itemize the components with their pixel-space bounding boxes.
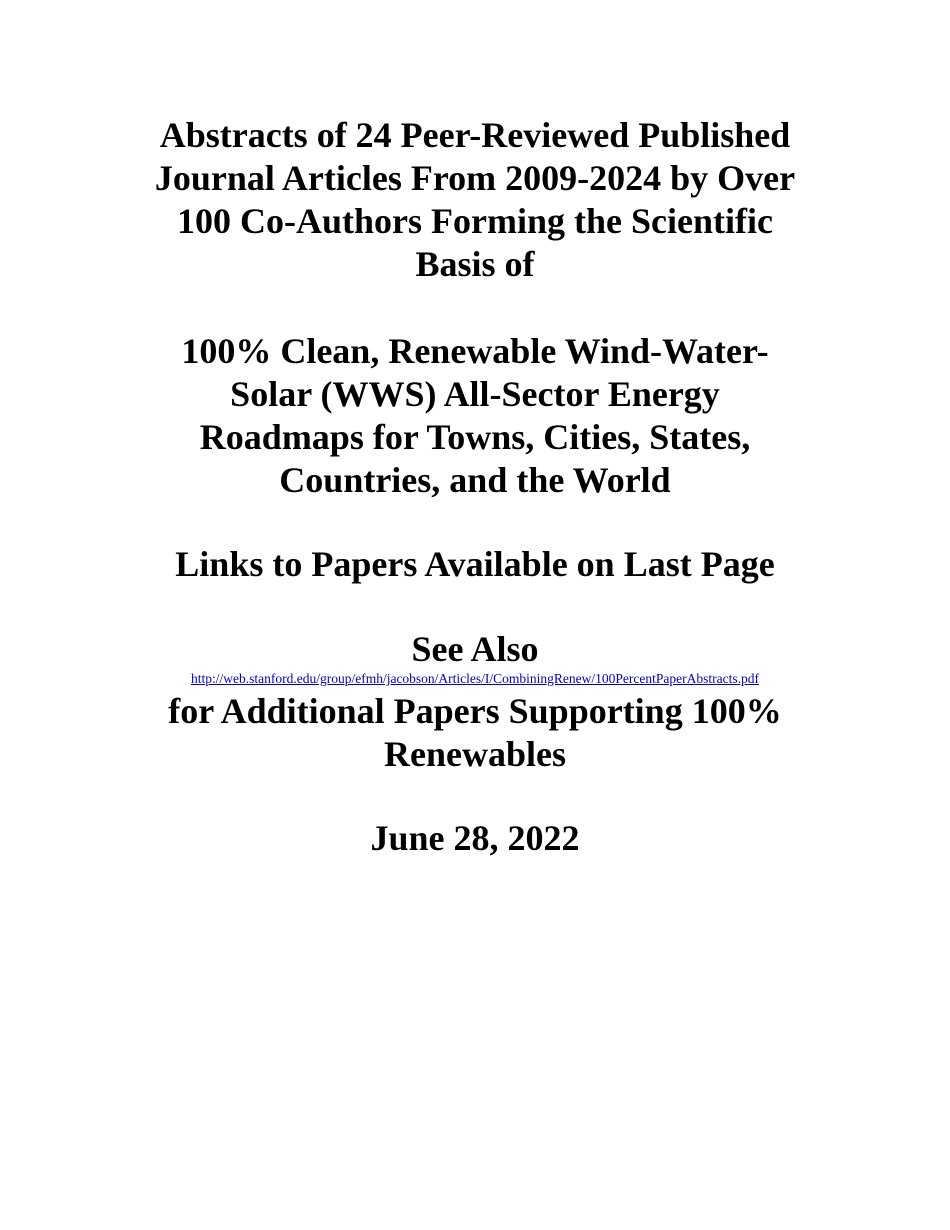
links-note <box>0 543 950 586</box>
additional-papers-note <box>0 690 950 776</box>
links-note-text: Links to Papers Available on Last Page <box>175 544 775 584</box>
date-text: June 28, 2022 <box>370 818 580 858</box>
document-title <box>0 114 950 286</box>
subtitle-line: Countries, and the World <box>279 460 671 500</box>
title-line: 100 Co-Authors Forming the Scientific <box>177 201 773 241</box>
subtitle-line: Roadmaps for Towns, Cities, States, <box>199 417 751 457</box>
see-also-link[interactable]: http://web.stanford.edu/group/efmh/jacobson/Articles/I/CombiningRenew/100PercentPaperAbstracts.pdf <box>190 671 759 686</box>
title-line: Abstracts of 24 Peer-Reviewed Published <box>159 115 791 155</box>
additional-line: Renewables <box>384 734 566 774</box>
title-line: Journal Articles From 2009-2024 by Over <box>154 158 796 198</box>
title-line: Basis of <box>415 244 535 284</box>
subtitle-line: Solar (WWS) All-Sector Energy <box>230 374 720 414</box>
document-subtitle <box>0 330 950 502</box>
document-date <box>0 817 950 860</box>
see-also-text: See Also <box>411 629 539 669</box>
subtitle-line: 100% Clean, Renewable Wind-Water- <box>181 331 769 371</box>
additional-line: for Additional Papers Supporting 100% <box>168 691 782 731</box>
see-also-heading <box>0 628 950 671</box>
